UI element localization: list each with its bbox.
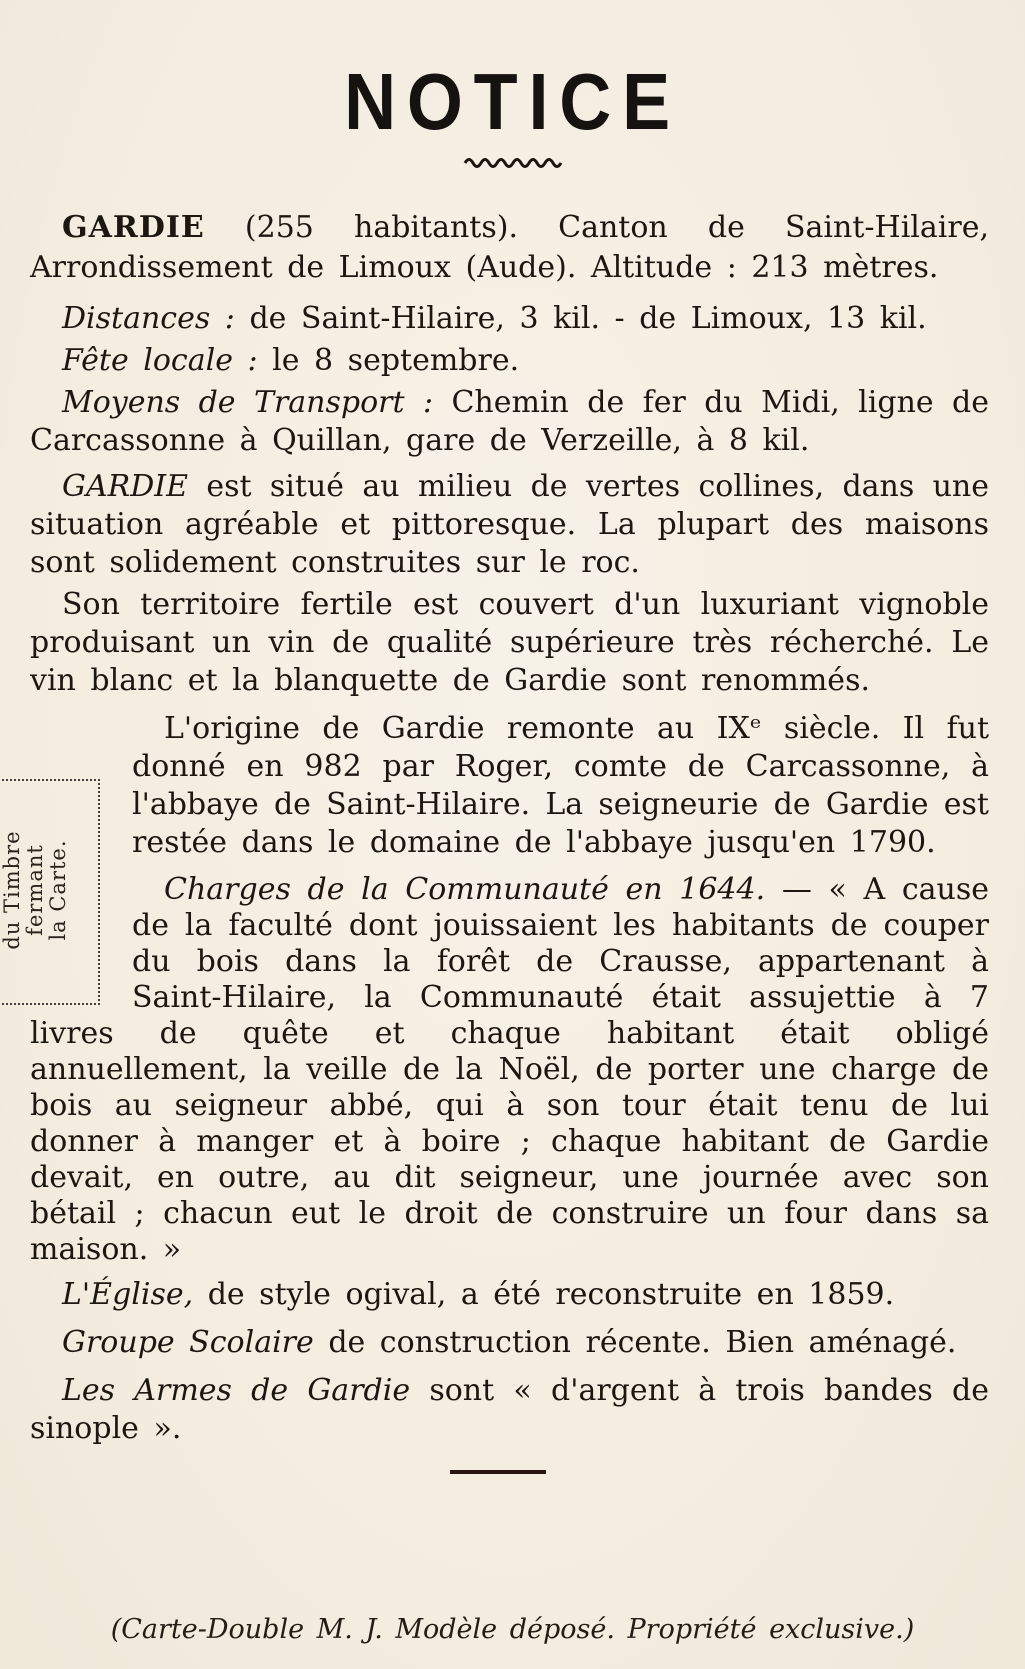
eglise-label: L'Église, xyxy=(62,1277,194,1312)
text-column xyxy=(30,208,989,1474)
stamp-box-label xyxy=(1,790,71,990)
groupe-scolaire-text: de construction récente. Bien aménagé. xyxy=(313,1325,957,1360)
notice-document xyxy=(0,57,1025,1669)
fete-locale-text: le 8 septembre. xyxy=(257,343,520,378)
transport-text: Chemin de fer du Midi, ligne de Carcassonne à Quillan, gare de Verzeille, à 8 kil. xyxy=(30,385,989,458)
fete-locale-paragraph xyxy=(30,342,989,380)
transport-paragraph xyxy=(30,384,989,460)
territoire-text: Son territoire fertile est couvert d'un luxuriant vignoble produisant un vin de qualité supérieure très récherché. Le vin blanc et la blanquette de Gardie sont renommés. xyxy=(30,587,989,698)
situation-text: est situé au milieu de vertes collines, dans une situation agréable et pittoresque. La plupart des maisons sont solidement construites sur le roc. xyxy=(30,469,989,580)
armes-text: sont « d'argent à trois bandes de sinople ». xyxy=(30,1373,990,1446)
armes-label: Les Armes de Gardie xyxy=(62,1373,411,1408)
eglise-paragraph xyxy=(30,1276,989,1314)
distances-label: Distances : xyxy=(62,301,235,336)
intro-text: (255 habitants). Canton de Saint-Hilaire, Arrondissement de Limoux (Aude). Altitude : 213 mètres. xyxy=(30,210,989,285)
eglise-text: de style ogival, a été reconstruite en 1859. xyxy=(193,1277,895,1312)
end-rule-divider xyxy=(450,1470,546,1474)
commune-name: GARDIE xyxy=(62,210,205,245)
distances-paragraph xyxy=(30,300,989,338)
origine-paragraph xyxy=(132,710,989,862)
fete-locale-label: Fête locale : xyxy=(62,343,258,378)
stamp-label-line-2: fermant xyxy=(23,844,47,936)
origine-text: L'origine de Gardie remonte au IXᵉ siècle. Il fut donné en 982 par Roger, comte de Carcassonne, à l'abbaye de Saint-Hilaire. La seigneurie de Gardie est restée dans le domaine de l'abbaye jusqu'en 1790. xyxy=(132,711,989,860)
armes-paragraph xyxy=(30,1372,989,1448)
territoire-paragraph xyxy=(30,586,989,700)
distances-text: de Saint-Hilaire, 3 kil. - de Limoux, 13 kil. xyxy=(234,301,927,336)
stamp-label-line-3: la Carte. xyxy=(46,839,70,941)
commune-name-italic: GARDIE xyxy=(62,469,189,504)
intro-paragraph xyxy=(30,208,989,288)
title-squiggle-ornament xyxy=(0,156,1025,170)
situation-paragraph xyxy=(30,468,989,582)
charges-text: — « A cause de la faculté dont jouissaient les habitants de couper du bois dans la forêt de Crausse, appartenant à Saint-Hilaire, la Communauté était assujettie à 7 livres de quête et chaque habitant était obligé annuellement, la veille de la Noël, de porter une charge de bois au seigneur abbé, qui à son tour était tenu de lui donner à manger et à boire ; chaque habitant de Gardie devait, en outre, au dit seigneur, une journée avec son bétail ; chacun eut le droit de construire un four dans sa maison. » xyxy=(30,872,989,1267)
transport-label: Moyens de Transport : xyxy=(62,385,434,420)
groupe-scolaire-paragraph xyxy=(30,1324,989,1362)
footer-note: (Carte-Double M. J. Modèle déposé. Propriété exclusive.) xyxy=(110,1614,915,1645)
groupe-scolaire-label: Groupe Scolaire xyxy=(62,1325,314,1360)
stamp-label-line-1: du Timbre xyxy=(0,830,24,950)
charges-paragraph xyxy=(30,872,989,1268)
charges-label: Charges de la Communauté en 1644. xyxy=(164,872,766,907)
page-title: NOTICE xyxy=(344,57,681,146)
